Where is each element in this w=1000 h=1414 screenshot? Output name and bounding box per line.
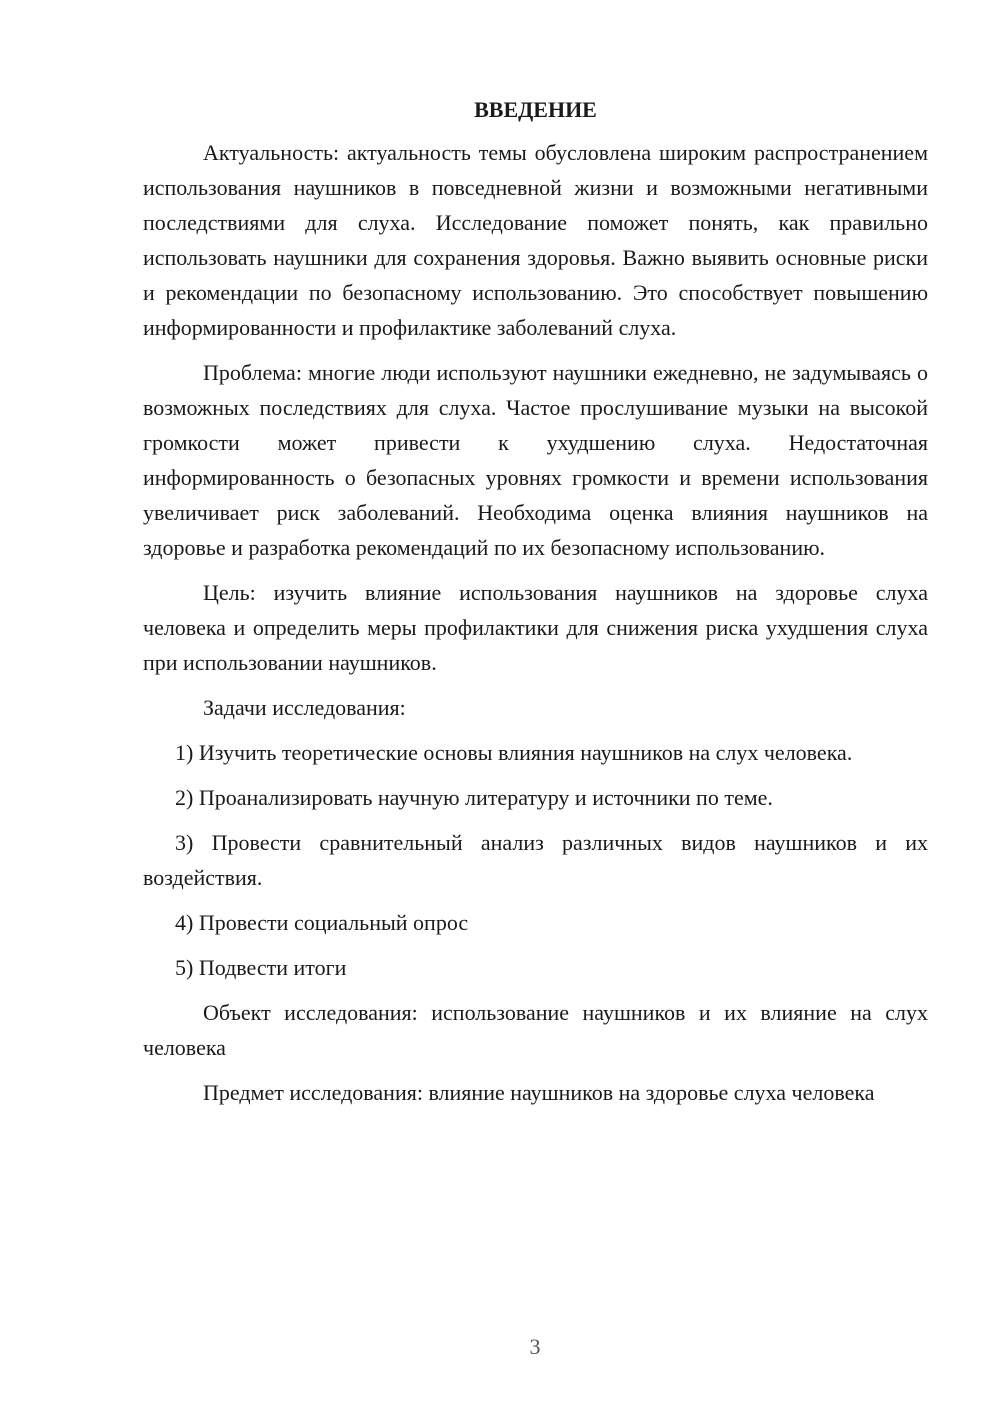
object-paragraph: Объект исследования: использование наушников и их влияние на слух человека bbox=[143, 1000, 928, 1060]
subject-paragraph: Предмет исследования: влияние наушников на здоровье слуха человека bbox=[203, 1080, 875, 1105]
section-title: ВВЕДЕНИЕ bbox=[474, 97, 597, 122]
document-page bbox=[143, 92, 928, 1120]
list-item: 3) Провести сравнительный анализ различных видов наушников и их воздействия. bbox=[143, 830, 928, 890]
list-item: 1) Изучить теоретические основы влияния наушников на слух человека. bbox=[175, 740, 853, 765]
problem-paragraph: Проблема: многие люди используют наушники ежедневно, не задумываясь о возможных последствиях для слуха. Частое прослушивание музыки на высокой громкости может привести к ухудшению слуха. Недостаточная информированность о безопасных уровнях громкости и времени использования увеличивает риск заболеваний. Необходима оценка влияния наушников на здоровье и разработка рекомендаций по их безопасному использованию. bbox=[143, 360, 928, 560]
list-item: 4) Провести социальный опрос bbox=[175, 910, 469, 935]
goal-paragraph: Цель: изучить влияние использования наушников на здоровье слуха человека и определить меры профилактики для снижения риска ухудшения слуха при использовании наушников. bbox=[143, 580, 928, 675]
relevance-paragraph: Актуальность: актуальность темы обусловлена широким распространением использования наушников в повседневной жизни и возможными негативными последствиями для слуха. Исследование поможет понять, как правильно использовать наушники для сохранения здоровья. Важно выявить основные риски и рекомендации по безопасному использованию. Это способствует повышению информированности и профилактике заболеваний слуха. bbox=[143, 140, 928, 340]
list-item: 5) Подвести итоги bbox=[175, 955, 347, 980]
tasks-heading: Задачи исследования: bbox=[203, 695, 406, 720]
list-item: 2) Проанализировать научную литературу и источники по теме. bbox=[175, 785, 773, 810]
tasks-list bbox=[143, 735, 928, 985]
page-number: 3 bbox=[529, 1334, 541, 1359]
